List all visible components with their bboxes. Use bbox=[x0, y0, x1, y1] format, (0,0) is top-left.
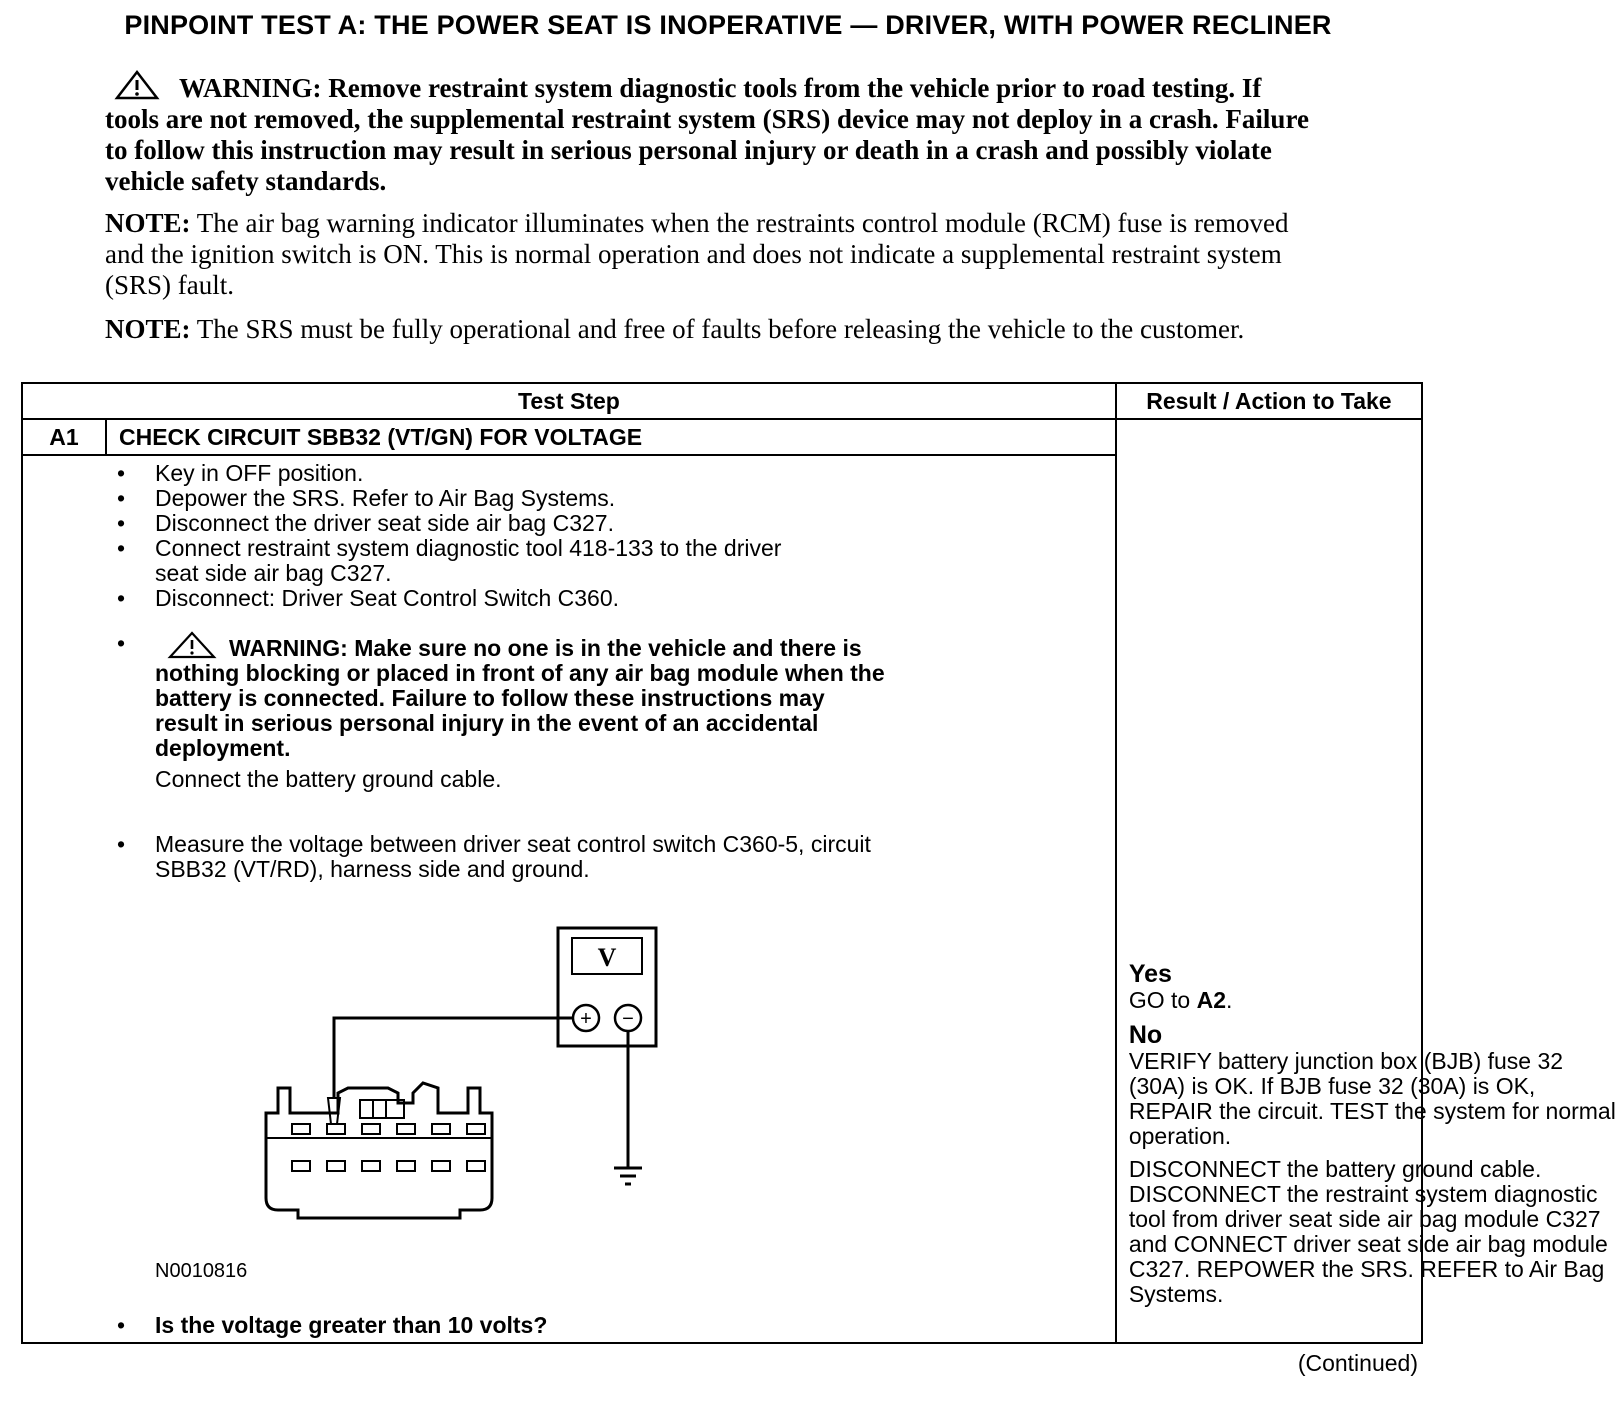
main-warning bbox=[105, 70, 1320, 197]
ground-symbol bbox=[614, 1168, 642, 1184]
list-item-warning: • WARNING: Make sure no one is in the vehicle and there is nothing blocking or placed in front of any air bag module when the battery is connected. Failure to follow these instructions may result in serious personal injury in the event of an accidental deployment. Connect the battery ground cable. bbox=[23, 631, 903, 792]
list-item: • Measure the voltage between driver seat control switch C360-5, circuit SBB32 (VT/RD), harness side and ground. bbox=[117, 831, 871, 882]
warning-triangle-icon bbox=[115, 70, 159, 100]
header-result-action: Result / Action to Take bbox=[1116, 383, 1422, 419]
list-item: • Connect restraint system diagnostic tool 418-133 to the driver seat side air bag C327. bbox=[117, 535, 782, 586]
list-item: • Is the voltage greater than 10 volts? bbox=[117, 1312, 548, 1338]
step-number: A1 bbox=[22, 419, 106, 455]
continued-label: (Continued) bbox=[1297, 1350, 1418, 1376]
pinpoint-test-table bbox=[21, 382, 1616, 1344]
list-item: • Disconnect the driver seat side air bag C327. bbox=[117, 510, 614, 536]
note-srs-operational bbox=[105, 314, 1323, 345]
voltmeter-connector-diagram bbox=[238, 928, 738, 1228]
voltmeter bbox=[558, 928, 656, 1046]
positive-lead bbox=[334, 1018, 573, 1098]
warning-triangle-icon bbox=[167, 631, 217, 659]
step-list bbox=[23, 461, 783, 611]
test-steps-cell bbox=[22, 455, 1116, 1343]
step-title: CHECK CIRCUIT SBB32 (VT/GN) FOR VOLTAGE bbox=[106, 419, 1116, 455]
yes-target-step: A2 bbox=[1196, 987, 1226, 1013]
meter-label: V bbox=[597, 943, 617, 972]
result-cell bbox=[1116, 419, 1616, 1343]
c360-connector bbox=[266, 1083, 492, 1218]
page-title: PINPOINT TEST A: THE POWER SEAT IS INOPERATIVE — DRIVER, WITH POWER RECLINER bbox=[124, 10, 1332, 40]
question-list bbox=[23, 1313, 903, 1338]
no-action-verify: VERIFY battery junction box (BJB) fuse 32 (30A) is OK. If BJB fuse 32 (30A) is OK, REPAIR the circuit. TEST the system for normal operation. bbox=[1128, 1048, 1616, 1149]
note-text: The air bag warning indicator illuminates when the restraints control module (RCM) fuse is removed and the ignition switch is ON. This is normal operation and does not indicate a supplemental restraint system (SRS) fault. bbox=[105, 208, 1289, 300]
list-item: • Key in OFF position. bbox=[117, 460, 364, 486]
yes-action bbox=[1129, 988, 1619, 1013]
no-action-disconnect: DISCONNECT the battery ground cable. DISCONNECT the restraint system diagnostic tool from driver seat side air bag module C327 and CONNECT driver seat side air bag module C327. REPOWER the SRS. REFER to Air Bag Systems. bbox=[1128, 1156, 1608, 1307]
minus-terminal: − bbox=[622, 1008, 634, 1030]
note-label: NOTE: bbox=[105, 208, 191, 238]
step-warning-action: Connect the battery ground cable. bbox=[155, 766, 502, 792]
yes-prefix: GO to bbox=[1128, 987, 1197, 1013]
list-item: • Depower the SRS. Refer to Air Bag Systems. bbox=[117, 485, 616, 511]
plus-terminal: + bbox=[580, 1008, 592, 1030]
no-label: No bbox=[1128, 1021, 1163, 1049]
warning-step-list bbox=[23, 631, 903, 792]
connector-pin-cavities bbox=[292, 1124, 485, 1171]
header-test-step: Test Step bbox=[22, 383, 1116, 419]
step-warning-text: WARNING: Make sure no one is in the vehicle and there is nothing blocking or placed in front of any air bag module when the battery is connected. Failure to follow these instructions may result in serious personal injury in the event of an accidental deployment. bbox=[155, 635, 885, 761]
note-text: The SRS must be fully operational and free of faults before releasing the vehicle to the customer. bbox=[190, 314, 1245, 344]
measure-step-list bbox=[23, 832, 903, 882]
list-item: • Disconnect: Driver Seat Control Switch C360. bbox=[117, 585, 620, 611]
yes-suffix: . bbox=[1226, 987, 1233, 1013]
step-question: Is the voltage greater than 10 volts? bbox=[155, 1312, 548, 1338]
note-rcm-fuse bbox=[105, 208, 1323, 301]
yes-label: Yes bbox=[1128, 960, 1172, 988]
main-warning-text: WARNING: Remove restraint system diagnostic tools from the vehicle prior to road testing. If tools are not removed, the supplemental restraint system (SRS) device may not deploy in a crash. Failure to follow this instruction may result in serious personal injury or death in a crash and possibly violate vehicle safety standards. bbox=[105, 73, 1309, 196]
note-label: NOTE: bbox=[105, 314, 191, 344]
figure-id: N0010816 bbox=[155, 1260, 248, 1282]
